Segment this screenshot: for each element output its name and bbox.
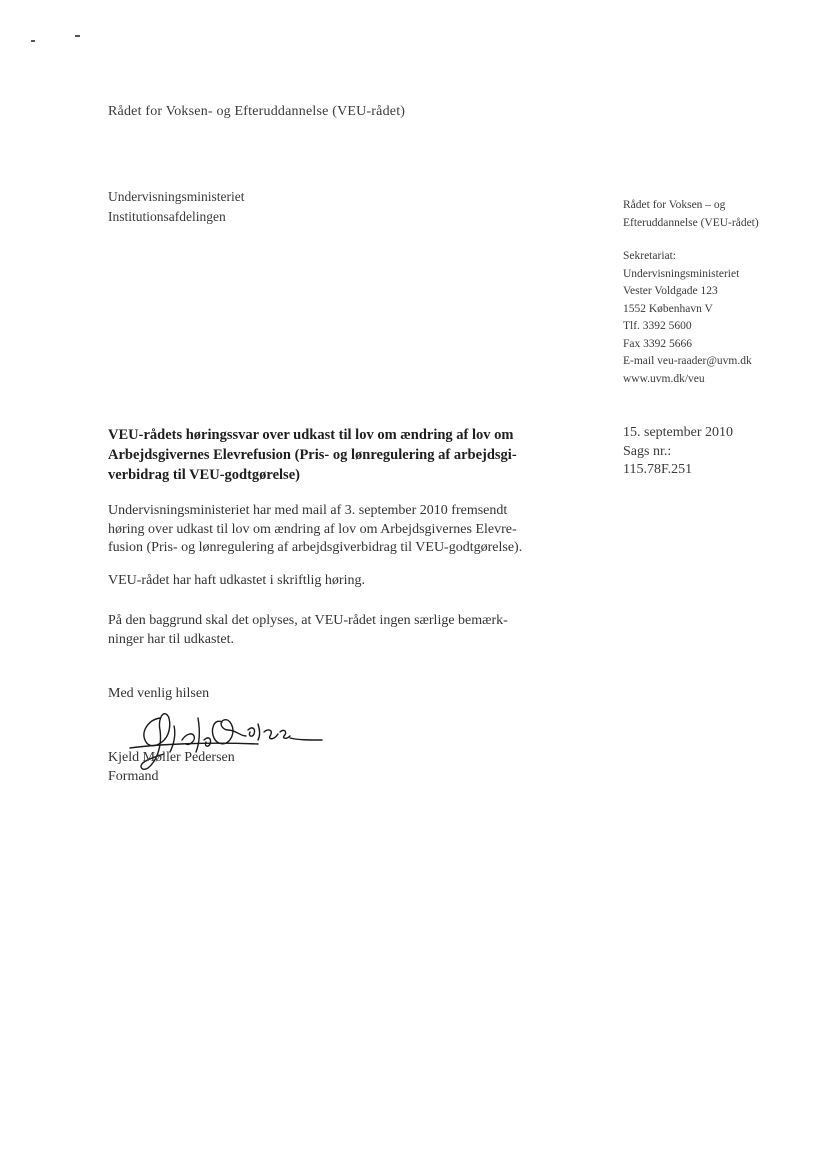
sender-org-line: Efteruddannelse (VEU-rådet): [623, 216, 759, 229]
contact-email[interactable]: E-mail veu-raader@uvm.dk: [623, 355, 752, 367]
recipient-address: [108, 187, 244, 227]
signer-title: Formand: [108, 769, 159, 784]
paragraph-line: Undervisningsministeriet har med mail af 3. september 2010 fremsendt: [108, 503, 508, 518]
paragraph-line: På den baggrund skal det oplyses, at VEU-rådet ingen særlige bemærk-: [108, 613, 508, 628]
case-label: Sags nr.:: [623, 443, 672, 459]
paragraph-1: [108, 502, 578, 558]
contact-line: Vester Voldgade 123: [623, 285, 718, 297]
case-number: 115.78F.251: [623, 462, 693, 477]
title-line: VEU-rådets høringssvar over udkast til lov om ændring af lov om: [108, 427, 514, 443]
sender-contact-block: [623, 197, 759, 388]
paragraph-line: høring over udkast til lov om ændring af lov om Arbejdsgivernes Elevre-: [108, 521, 517, 537]
contact-line: Undervisningsministeriet: [623, 267, 740, 280]
contact-line: 1552 København V: [623, 302, 713, 315]
scan-speck: [75, 35, 80, 37]
signer-name: Kjeld Møller Pedersen: [108, 750, 235, 765]
paragraph-3: [108, 612, 578, 649]
recipient-line: Institutionsafdelingen: [108, 209, 226, 224]
secretariat-contact: [623, 248, 759, 388]
contact-line: Fax 3392 5666: [623, 337, 692, 350]
contact-line: Tlf. 3392 5600: [623, 320, 692, 332]
title-line: Arbejdsgivernes Elevrefusion (Pris- og lønregulering af arbejdsgi-: [108, 447, 517, 463]
scan-speck: [31, 40, 35, 42]
signer-block: [108, 748, 235, 786]
contact-line: Sekretariat:: [623, 250, 677, 262]
sender-header: Rådet for Voksen- og Efteruddannelse (VEU-rådet): [108, 104, 406, 119]
letter-title: [108, 425, 568, 485]
paragraph-line: fusion (Pris- og lønregulering af arbejdsgiverbidrag til VEU-godtgørelse).: [108, 540, 523, 555]
contact-website[interactable]: www.uvm.dk/veu: [623, 372, 705, 385]
sender-org-line: Rådet for Voksen – og: [623, 199, 726, 211]
title-line: verbidrag til VEU-godtgørelse): [108, 467, 300, 483]
recipient-line: Undervisningsministeriet: [108, 189, 245, 204]
closing-salutation: Med venlig hilsen: [108, 686, 210, 701]
letter-meta: [623, 424, 733, 480]
paragraph-2: VEU-rådet har haft udkastet i skriftlig høring.: [108, 573, 365, 588]
letter-date: 15. september 2010: [623, 425, 734, 440]
paragraph-line: ninger har til udkastet.: [108, 631, 234, 647]
sender-org: [623, 197, 759, 232]
